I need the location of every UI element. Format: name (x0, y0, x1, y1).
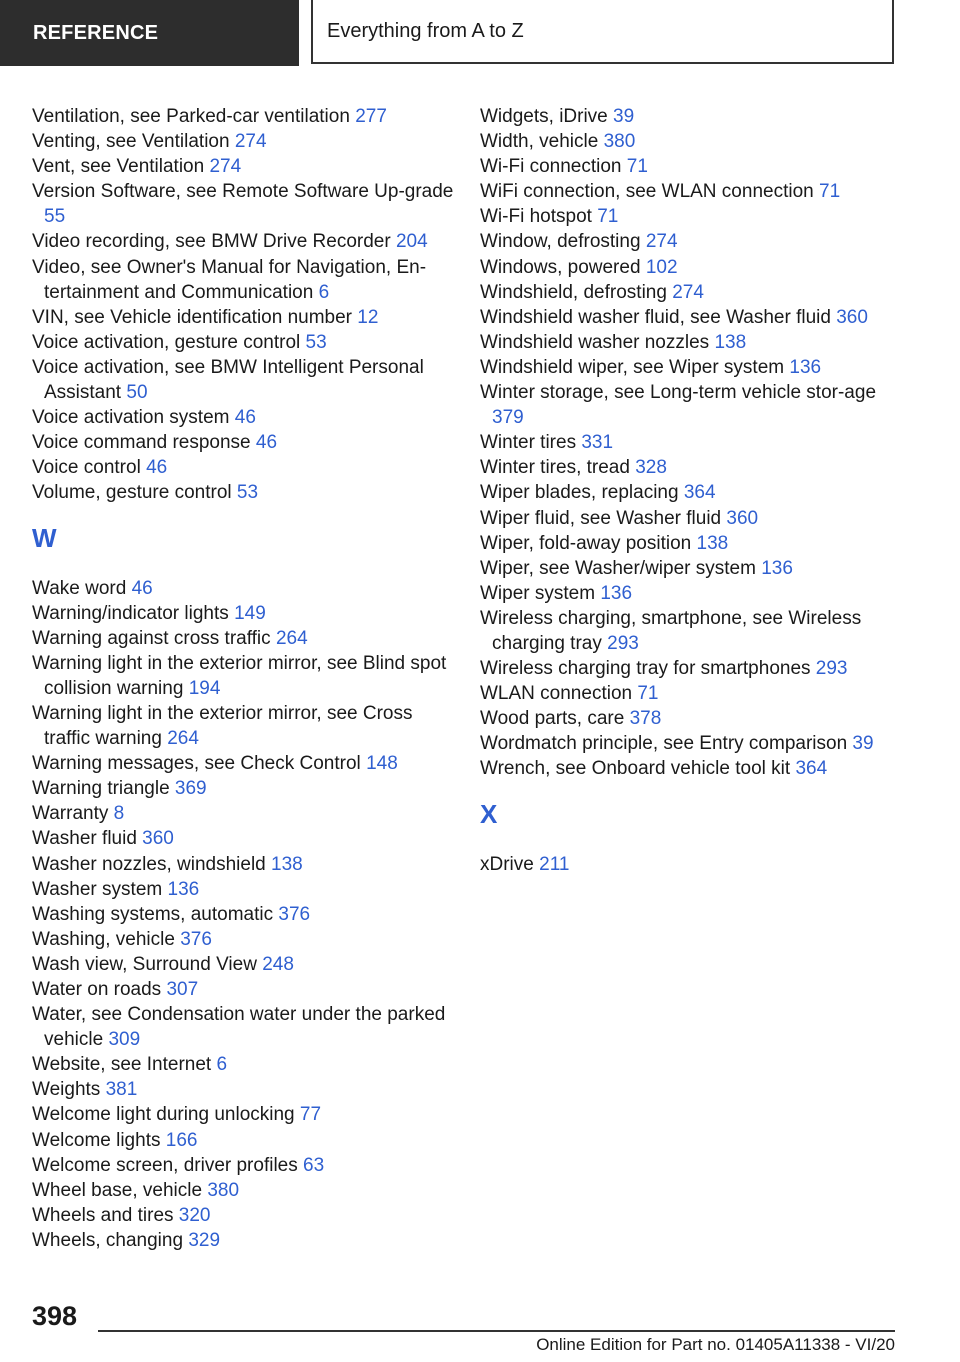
index-entry-term: Wiper, fold-away position (480, 532, 692, 554)
index-entry-term: Widgets, iDrive (480, 106, 608, 127)
page-reference-link[interactable]: 148 (366, 753, 398, 775)
index-entry-term: Voice command response (32, 432, 251, 454)
page-reference-link[interactable]: 360 (142, 828, 174, 850)
index-entry (480, 154, 900, 179)
page-reference-link[interactable]: 39 (852, 733, 874, 755)
page-reference-link[interactable]: 136 (789, 356, 822, 378)
page-reference-link[interactable]: 376 (278, 903, 311, 925)
index-entry (480, 706, 900, 731)
index-entry (32, 255, 457, 305)
page-reference-link[interactable]: 379 (492, 407, 524, 429)
index-entry (32, 1203, 457, 1228)
page-reference-link[interactable]: 138 (714, 331, 747, 353)
index-entry-term: Warning against cross traffic (32, 627, 271, 649)
page-reference-link[interactable]: 274 (234, 131, 267, 153)
page-reference-link[interactable]: 46 (146, 457, 168, 479)
page-reference-link[interactable]: 53 (236, 482, 259, 504)
index-entry-term: Wi-Fi hotspot (480, 206, 592, 228)
index-entry (480, 330, 900, 355)
page-reference-link[interactable]: 71 (819, 181, 841, 203)
index-entry-term: Washer fluid (32, 828, 137, 850)
index-letter-heading: W (32, 522, 57, 553)
index-entry-term: Version Software, see Remote Software Up-grade (32, 181, 454, 203)
index-entry (32, 751, 457, 776)
footer-divider (98, 1330, 895, 1332)
index-entry-term: Wiper, see Washer/wiper system (480, 557, 756, 579)
page-reference-link[interactable]: 12 (357, 306, 379, 328)
index-entry (32, 852, 457, 877)
page-reference-link[interactable]: 71 (597, 206, 619, 228)
index-entry-term: Washing systems, automatic (32, 903, 274, 925)
index-entry (32, 1178, 457, 1203)
index-column-right (480, 104, 900, 877)
index-entry-term: Window, defrosting (480, 231, 641, 253)
page-reference-link[interactable]: 380 (603, 131, 636, 153)
page-reference-link[interactable]: 204 (395, 231, 428, 253)
page-reference-link[interactable]: 46 (234, 407, 256, 429)
page-reference-link[interactable]: 6 (318, 281, 330, 303)
index-entry (32, 104, 457, 129)
index-entry (480, 581, 900, 606)
index-entry-term: VIN, see Vehicle identification number (32, 306, 353, 328)
index-entry-term: WiFi connection, see WLAN connection (480, 181, 814, 203)
index-entry-term: Wiper system (480, 582, 596, 604)
index-entry-term: WLAN connection (480, 683, 633, 705)
page-reference-link[interactable]: 277 (355, 106, 387, 127)
index-entry-term: Voice activation, see BMW Intelligent Personal Assistant (32, 356, 424, 404)
index-entry-term: Welcome light during unlocking (32, 1104, 295, 1126)
page-reference-link[interactable]: 320 (178, 1204, 211, 1226)
index-entry (32, 1128, 457, 1153)
page-reference-link[interactable]: 264 (275, 627, 308, 649)
page-reference-link[interactable]: 166 (165, 1129, 198, 1151)
index-entry-term: Volume, gesture control (32, 482, 232, 504)
index-entry (32, 977, 457, 1002)
index-letter-heading: X (480, 798, 498, 829)
page-reference-link[interactable]: 274 (209, 156, 242, 178)
index-entry-term: Windows, powered (480, 256, 641, 278)
index-entry-term: Windshield, defrosting (480, 281, 667, 303)
page-reference-link[interactable]: 39 (613, 106, 635, 127)
index-entry-term: Wireless charging, smartphone, see Wireless charging tray (480, 607, 862, 654)
page-reference-link[interactable]: 376 (180, 928, 212, 950)
page-reference-link[interactable]: 136 (600, 582, 633, 604)
index-entry (32, 1052, 457, 1077)
index-entry-term: Website, see Internet (32, 1054, 212, 1076)
index-entry-term: Wi-Fi connection (480, 156, 622, 178)
page-reference-link[interactable]: 328 (635, 457, 667, 479)
index-entry (480, 305, 900, 330)
index-entry (480, 355, 900, 380)
index-entry-term: Windshield washer nozzles (480, 331, 710, 353)
index-entry-term: Washer nozzles, windshield (32, 853, 266, 875)
index-entry (32, 952, 457, 977)
page-reference-link[interactable]: 329 (188, 1229, 221, 1251)
index-entry-term: Welcome lights (32, 1129, 161, 1151)
index-entry (480, 531, 900, 556)
index-entry-term: Voice activation, gesture control (32, 331, 301, 353)
index-entry-term: Wireless charging tray for smartphones (480, 658, 811, 680)
edition-note: Online Edition for Part no. 01405A11338 - VI/20 (536, 1335, 895, 1354)
index-entry-term: Ventilation, see Parked-car ventilation (32, 106, 350, 127)
index-entry (32, 154, 457, 179)
page-reference-link[interactable]: 8 (113, 803, 125, 825)
page-reference-link[interactable]: 248 (262, 953, 294, 975)
page-reference-link[interactable]: 77 (299, 1104, 322, 1126)
index-entry-term: Water on roads (32, 979, 162, 1000)
page-reference-link[interactable]: 274 (672, 281, 704, 303)
index-entry (480, 380, 900, 430)
page-reference-link[interactable]: 6 (216, 1054, 228, 1076)
page-reference-link[interactable]: 136 (167, 878, 200, 900)
index-entry (32, 776, 457, 801)
page-reference-link[interactable]: 71 (637, 683, 659, 705)
chapter-title: Everything from A to Z (311, 0, 894, 64)
index-entry-term: Wiper blades, replacing (480, 482, 679, 504)
page-header (0, 0, 960, 66)
page-reference-link[interactable]: 138 (696, 532, 729, 554)
page-reference-link[interactable]: 381 (105, 1079, 138, 1101)
index-entry (32, 455, 457, 480)
index-entry (480, 430, 900, 455)
index-entry (32, 179, 457, 229)
index-entry (32, 651, 457, 701)
index-entry-term: Video recording, see BMW Drive Recorder (32, 231, 391, 253)
page-reference-link[interactable]: 380 (207, 1179, 240, 1201)
index-entry (480, 229, 900, 254)
index-entry-term: Wheel base, vehicle (32, 1179, 203, 1201)
index-entry-term: Windshield washer fluid, see Washer fluid (480, 306, 831, 328)
index-entry (480, 179, 900, 204)
page-reference-link[interactable]: 211 (539, 853, 570, 875)
index-entry-term: Wordmatch principle, see Entry comparison (480, 733, 848, 755)
index-entry (32, 129, 457, 154)
index-entry (480, 104, 900, 129)
index-entry (480, 731, 900, 756)
index-entry (32, 1002, 457, 1052)
page-reference-link[interactable]: 369 (174, 778, 207, 800)
index-entry (32, 229, 457, 254)
page-reference-link[interactable]: 63 (303, 1154, 325, 1176)
index-entry (32, 1102, 457, 1127)
index-entry (480, 455, 900, 480)
index-entry (32, 576, 457, 601)
page-reference-link[interactable]: 102 (645, 256, 678, 278)
index-entry-term: Width, vehicle (480, 131, 599, 153)
index-entry (32, 877, 457, 902)
index-entry-term: Warning light in the exterior mirror, see Cross traffic warning (32, 702, 413, 750)
index-entry (32, 1228, 457, 1253)
index-entry (32, 305, 457, 330)
index-entry-term: Voice control (32, 457, 141, 479)
index-entry-term: Wheels and tires (32, 1204, 174, 1226)
index-entry (32, 626, 457, 651)
page-reference-link[interactable]: 46 (255, 432, 278, 454)
index-entry (480, 480, 900, 505)
page-reference-link[interactable]: 194 (188, 677, 221, 699)
section-tab: REFERENCE (0, 0, 299, 66)
index-entry (32, 701, 457, 751)
index-entry-term: Warning messages, see Check Control (32, 753, 361, 775)
index-entry-term: Water, see Condensation water under the parked vehicle (32, 1004, 446, 1051)
index-entry-term: Washing, vehicle (32, 928, 175, 950)
index-entry-term: Voice activation system (32, 407, 230, 429)
index-entry (32, 1077, 457, 1102)
page-reference-link[interactable]: 274 (645, 231, 678, 253)
index-entry-term: Winter tires, tread (480, 457, 630, 479)
index-entry (480, 656, 900, 681)
index-entry (480, 255, 900, 280)
index-entry (32, 826, 457, 851)
index-entry (32, 405, 457, 430)
page-reference-link[interactable]: 46 (131, 577, 153, 599)
index-entry-term: Washer system (32, 878, 163, 900)
index-entry-term: Vent, see Ventilation (32, 156, 205, 178)
page-reference-link[interactable]: 55 (44, 206, 66, 228)
index-entry (480, 204, 900, 229)
page-reference-link[interactable]: 53 (305, 331, 327, 353)
index-entry (32, 330, 457, 355)
index-entry-term: xDrive (480, 853, 534, 875)
page-reference-link[interactable]: 149 (234, 602, 266, 624)
index-entry-term: Wiper fluid, see Washer fluid (480, 507, 722, 529)
index-entry-term: Warning/indicator lights (32, 602, 229, 624)
page-number: 398 (32, 1301, 78, 1331)
index-entry (480, 606, 900, 656)
index-entry-term: Wrench, see Onboard vehicle tool kit (480, 758, 791, 780)
page-reference-link[interactable]: 364 (683, 482, 716, 504)
index-entry-term: Warning triangle (32, 778, 170, 800)
page-reference-link[interactable]: 307 (166, 979, 199, 1000)
index-entry (32, 927, 457, 952)
page-reference-link[interactable]: 138 (271, 853, 303, 875)
index-entry-term: Winter tires (480, 432, 577, 454)
index-entry (32, 355, 457, 405)
page-reference-link[interactable]: 50 (126, 382, 148, 404)
page-reference-link[interactable]: 331 (581, 432, 614, 454)
page-reference-link[interactable]: 309 (108, 1029, 141, 1051)
index-entry-term: Wake word (32, 577, 127, 599)
index-entry (32, 480, 457, 505)
index-entry (32, 601, 457, 626)
index-entry-term: Warning light in the exterior mirror, see Blind spot collision warning (32, 652, 447, 699)
page-reference-link[interactable]: 264 (167, 728, 199, 750)
index-entry-term: Video, see Owner's Manual for Navigation, En-tertainment and Communication (32, 256, 427, 303)
page-reference-link[interactable]: 364 (795, 758, 828, 780)
index-entry (480, 756, 900, 781)
index-entry (32, 902, 457, 927)
index-entry-term: Wash view, Surround View (32, 953, 257, 975)
index-entry-term: Wheels, changing (32, 1229, 184, 1251)
index-entry (32, 430, 457, 455)
index-entry (480, 129, 900, 154)
page-reference-link[interactable]: 71 (626, 156, 648, 178)
index-entry-term: Welcome screen, driver profiles (32, 1154, 298, 1176)
index-entry-term: Warranty (32, 803, 109, 825)
page-reference-link[interactable]: 136 (761, 557, 793, 579)
index-entry-term: Winter storage, see Long-term vehicle stor-age (480, 382, 877, 404)
page-reference-link[interactable]: 293 (815, 658, 848, 680)
index-entry (480, 280, 900, 305)
index-entry (480, 556, 900, 581)
index-entry (480, 681, 900, 706)
index-entry-term: Wood parts, care (480, 708, 625, 730)
page-reference-link[interactable]: 360 (726, 507, 759, 529)
index-entry (480, 506, 900, 531)
index-entry-term: Venting, see Ventilation (32, 131, 230, 153)
page-reference-link[interactable]: 378 (629, 708, 662, 730)
index-entry (32, 801, 457, 826)
index-entry (480, 852, 900, 877)
index-entry-term: Windshield wiper, see Wiper system (480, 356, 785, 378)
index-column-left (32, 104, 457, 1253)
page-reference-link[interactable]: 360 (836, 306, 868, 328)
index-entry-term: Weights (32, 1079, 101, 1101)
page-reference-link[interactable]: 293 (607, 632, 639, 654)
index-entry (32, 1153, 457, 1178)
